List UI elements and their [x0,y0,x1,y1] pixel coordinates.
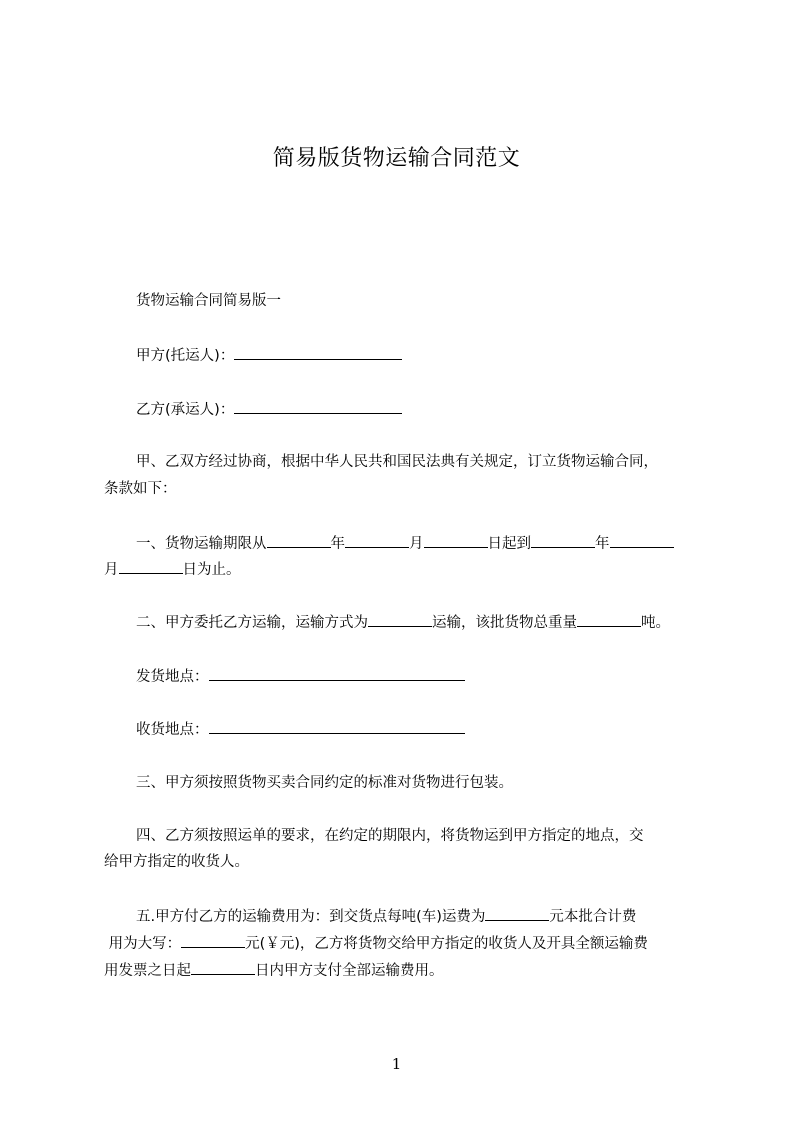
party-b-blank [234,399,402,414]
ship-from-line: 发货地点： [104,666,746,687]
rate-per-ton-blank [485,906,549,921]
clause-2: 二、甲方委托乙方运输，运输方式为 运输，该批货物总重量 吨。 [104,612,746,633]
party-b-line: 乙方(承运人)： [104,399,746,420]
start-month-blank [345,533,409,548]
ship-from-blank [209,666,465,681]
amount-in-words-blank [181,933,245,948]
end-month-blank [610,533,674,548]
ship-to-line: 收货地点： [104,719,746,740]
intro-line-1: 甲、乙双方经过协商，根据中华人民共和国民法典有关规定，订立货物运输合同， [136,454,658,470]
payment-days-blank [191,960,255,975]
end-day-blank [119,559,183,574]
clause-1-line-2: 月 日为止。 [104,559,714,580]
clause-4-line-1: 四、乙方须按照运单的要求，在约定的期限内，将货物运到甲方指定的地点，交 [136,828,644,844]
clause-4-line-2: 给甲方指定的收货人。 [104,854,249,870]
intro-line-2: 条款如下： [104,481,177,497]
end-year-blank [531,533,595,548]
start-year-blank [267,533,331,548]
party-a-line: 甲方(托运人)： [104,345,746,366]
subtitle: 货物运输合同简易版一 [136,293,281,309]
page-number: 1 [391,1055,402,1073]
document-title: 简易版货物运输合同范文 [272,146,521,171]
clause-5-line-3: 用发票之日起 日内甲方支付全部运输费用。 [104,960,714,981]
transport-mode-blank [368,612,432,627]
clause-5-line-1: 五.甲方付乙方的运输费用为：到交货点每吨(车)运费为 元本批合计费 [104,906,746,927]
party-a-blank [234,345,402,360]
ship-to-blank [209,719,465,734]
clause-3: 三、甲方须按照货物买卖合同约定的标准对货物进行包装。 [136,775,513,791]
total-weight-blank [577,612,641,627]
clause-1-line-1: 一、货物运输期限从 年 月 日起到 年 [104,533,746,554]
start-day-blank [424,533,488,548]
clause-5-line-2: 用为大写： 元(￥元)，乙方将货物交给甲方指定的收货人及开具全额运输费 [104,933,714,954]
